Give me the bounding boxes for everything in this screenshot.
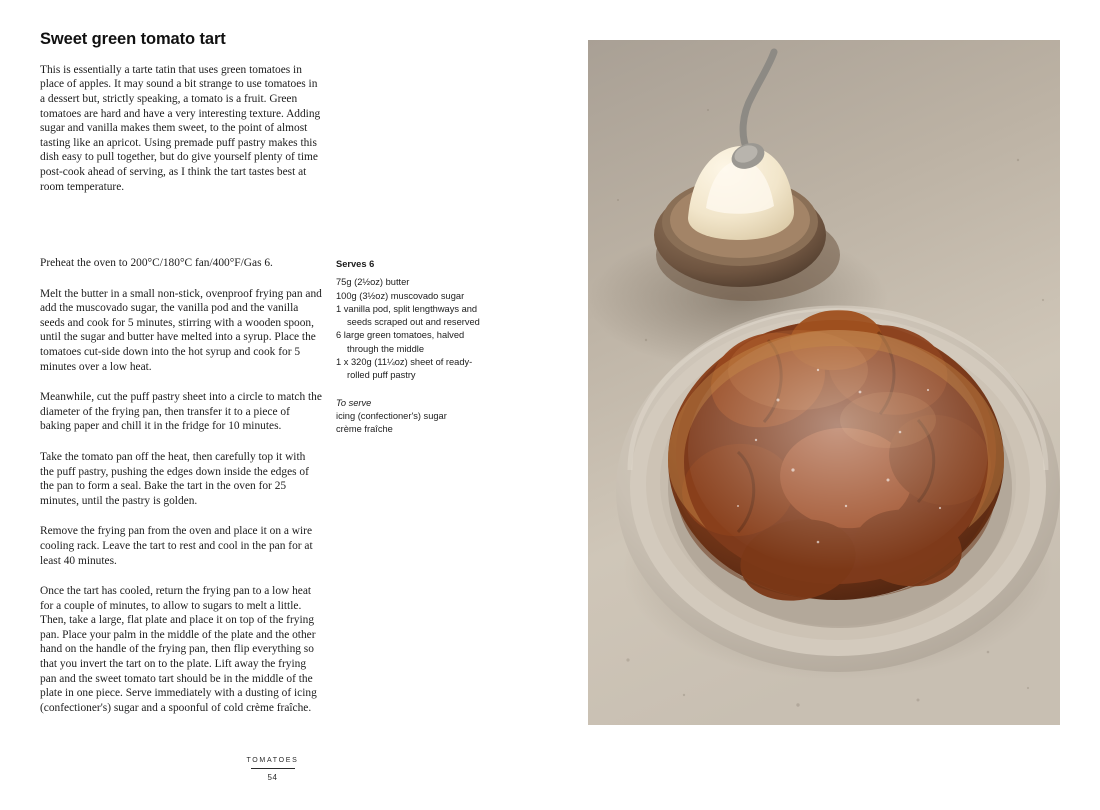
recipe-header bbox=[40, 30, 325, 194]
method-step: Remove the frying pan from the oven and place it on a wire cooling rack. Leave the tart to rest and cool in the pan for at least 40 minutes. bbox=[40, 525, 313, 567]
recipe-ingredients bbox=[336, 258, 486, 437]
recipe-intro: This is essentially a tarte tatin that uses green tomatoes in place of apples. It may sound a bit strange to use tomatoes in a dessert but, strictly speaking, a tomato is a fruit. Green tomatoes are hard and have a very interesting texture. Adding sugar and vanilla makes them sweet, to the point of almost tasting like an apricot. Using premade puff pastry makes this dish easy to pull together, but do give yourself plenty of time post-cook ahead of serving, as I think the tart tastes best at room temperature. bbox=[40, 63, 321, 193]
list-item: 6 large green tomatoes, halved through the middle bbox=[336, 330, 465, 354]
list-item: icing (confectioner's) sugar bbox=[336, 410, 447, 421]
serves-label: Serves 6 bbox=[336, 259, 375, 269]
method-step: Melt the butter in a small non-stick, ovenproof frying pan and add the muscovado sugar, the vanilla pod and the vanilla seeds and cook for 5 minutes, stirring with a wooden spoon, until the sugar and butter have melted into a syrup. Place the tomatoes cut-side down into the hot syrup and cook for 5 minutes over a low heat. bbox=[40, 287, 322, 373]
recipe-method bbox=[40, 256, 322, 715]
footer-chapter-name: TOMATOES bbox=[246, 757, 299, 764]
page-number: 54 bbox=[267, 773, 278, 782]
list-item: 1 x 320g (11¼oz) sheet of ready-rolled puff pastry bbox=[336, 357, 473, 381]
to-serve-heading: To serve bbox=[336, 397, 372, 408]
page-footer bbox=[0, 757, 545, 782]
to-serve-list bbox=[336, 410, 486, 437]
list-item: 100g (3½oz) muscovado sugar bbox=[336, 290, 465, 301]
method-step: Once the tart has cooled, return the frying pan to a low heat for a couple of minutes, to allow to sugars to melt a little. Then, take a large, flat plate and place it on top of the frying pan. Place your palm in the middle of the plate and the other hand on the handle of the frying pan, then flip everything so that you invert the tart on to the plate. Lift away the frying pan and the sweet tomato tart should be in the middle of the plate in one piece. Serve immediately with a dusting of icing (confectioner's) sugar and a spoonful of cold crème fraîche. bbox=[40, 585, 317, 714]
recipe-photo bbox=[588, 40, 1060, 725]
method-step: Meanwhile, cut the puff pastry sheet into a circle to match the diameter of the frying pan, then transfer it to a piece of baking paper and chill it in the fridge for 10 minutes. bbox=[40, 391, 322, 433]
list-item: crème fraîche bbox=[336, 424, 393, 435]
recipe-photo-illustration bbox=[588, 40, 1060, 725]
ingredient-list bbox=[336, 276, 486, 382]
list-item: 1 vanilla pod, split lengthways and seeds scraped out and reserved bbox=[336, 303, 480, 328]
page-title: Sweet green tomato tart bbox=[40, 30, 226, 48]
method-step: Take the tomato pan off the heat, then carefully top it with the puff pastry, pushing the edges down inside the edges of the pan to form a seal. Bake the tart in the oven for 25 minutes, until the pastry is golden. bbox=[40, 450, 309, 507]
list-item: 75g (2½oz) butter bbox=[336, 277, 410, 288]
method-step: Preheat the oven to 200°C/180°C fan/400°F/Gas 6. bbox=[40, 257, 273, 269]
footer-divider bbox=[251, 768, 295, 769]
